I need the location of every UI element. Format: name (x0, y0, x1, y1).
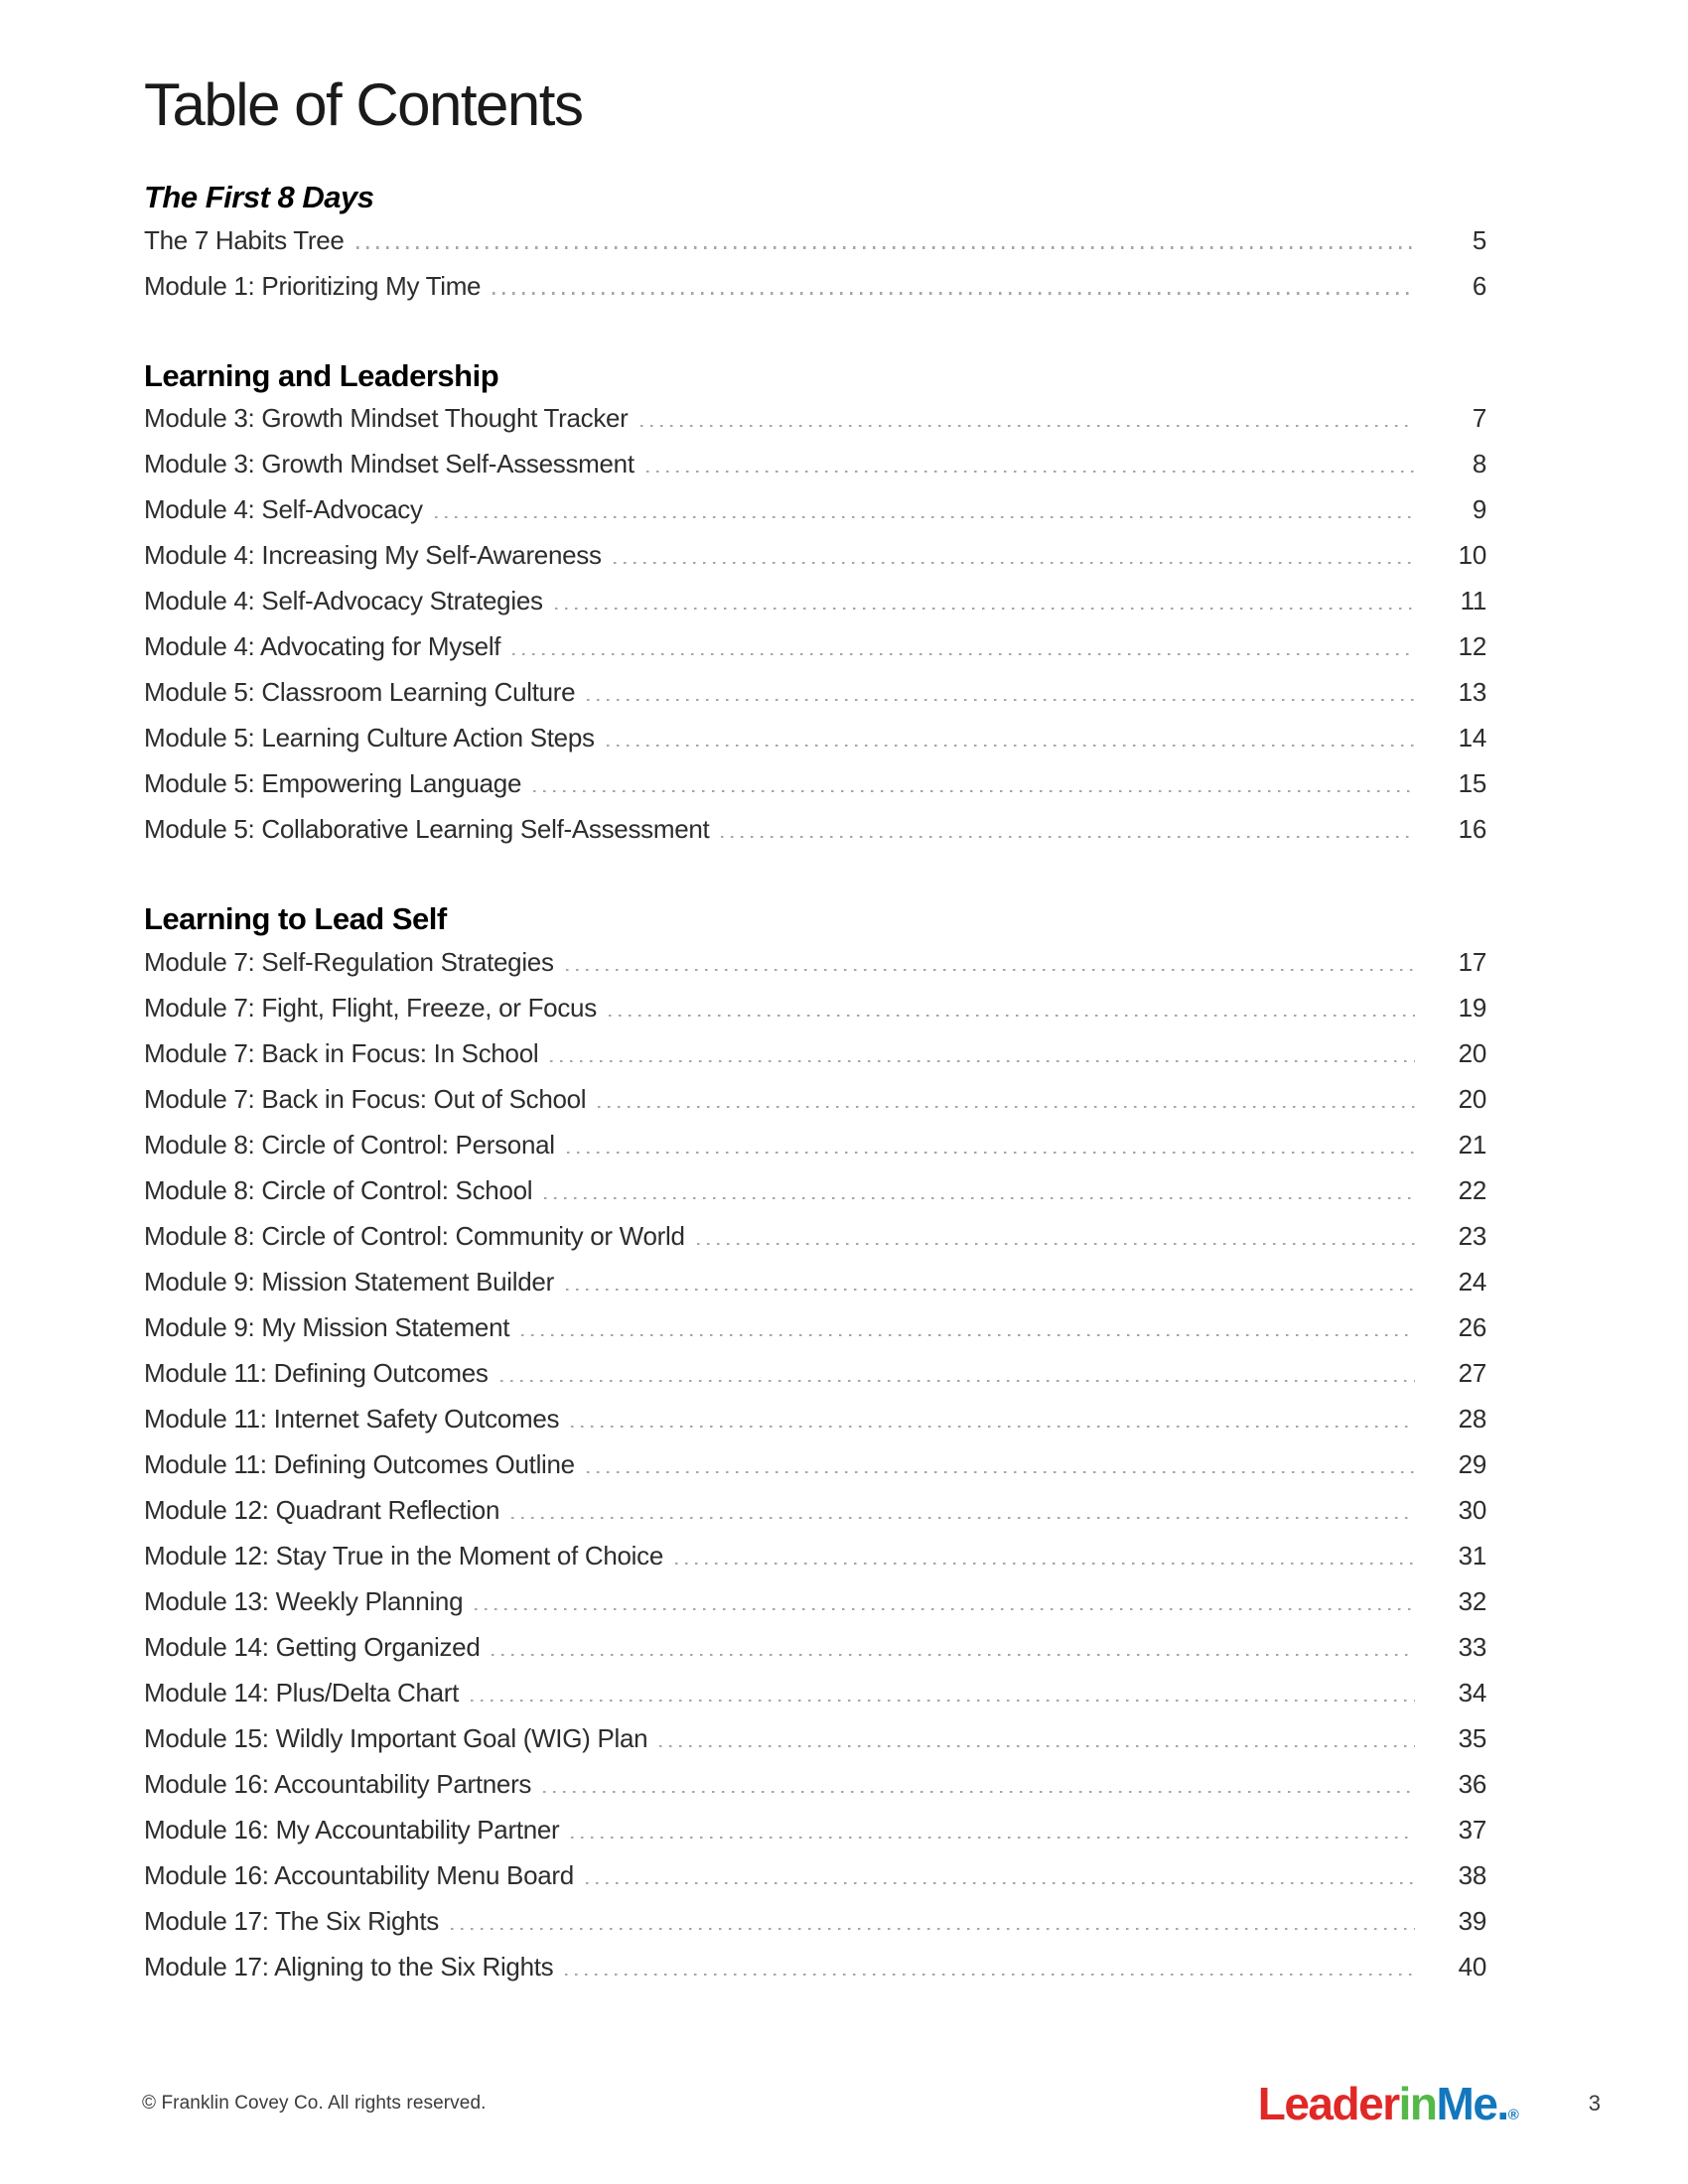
dot-leader (500, 1380, 1415, 1382)
dot-leader (587, 1471, 1415, 1473)
toc-entry[interactable] (144, 225, 1486, 271)
dot-leader (451, 1928, 1415, 1930)
entry-label: Module 11: Internet Safety Outcomes (144, 1404, 560, 1434)
toc-entry[interactable] (144, 1038, 1486, 1084)
entry-page-number: 5 (1472, 224, 1486, 255)
dot-leader (435, 516, 1415, 518)
dot-leader (533, 790, 1415, 792)
entry-page-number: 12 (1458, 631, 1486, 662)
dot-leader (659, 1745, 1415, 1747)
dot-leader (567, 1152, 1415, 1154)
entry-label: The 7 Habits Tree (144, 224, 345, 255)
entry-page-number: 38 (1458, 1860, 1486, 1891)
entry-page-number: 32 (1458, 1586, 1486, 1617)
entry-page-number: 21 (1458, 1130, 1486, 1160)
dot-leader (521, 1334, 1415, 1336)
dot-leader (609, 1015, 1415, 1017)
toc-entry[interactable] (144, 768, 1486, 814)
entry-page-number: 23 (1458, 1221, 1486, 1252)
toc-entry[interactable] (144, 1906, 1486, 1952)
toc-entry[interactable] (144, 1175, 1486, 1221)
section-heading: The First 8 Days (144, 180, 374, 215)
dot-leader (566, 1289, 1415, 1291)
entry-page-number: 16 (1458, 814, 1486, 845)
toc-section (144, 180, 1486, 317)
entry-page-number: 22 (1458, 1175, 1486, 1206)
entry-label: Module 16: Accountability Menu Board (144, 1860, 574, 1891)
dot-leader (566, 969, 1415, 971)
dot-leader (511, 1517, 1415, 1519)
registered-trademark-icon: ® (1507, 2107, 1519, 2123)
entry-label: Module 17: The Six Rights (144, 1906, 439, 1937)
dot-leader (555, 608, 1415, 610)
logo-part-me: Me. (1436, 2078, 1508, 2129)
entry-label: Module 14: Plus/Delta Chart (144, 1678, 460, 1708)
page-footer (142, 2078, 1601, 2129)
entry-page-number: 15 (1458, 768, 1486, 799)
toc-section (144, 358, 1486, 861)
dot-leader (607, 745, 1415, 747)
section-entries (144, 403, 1486, 860)
section-entries (144, 225, 1486, 317)
entry-page-number: 17 (1458, 947, 1486, 978)
toc-section (144, 901, 1486, 1997)
entry-label: Module 7: Back in Focus: In School (144, 1038, 539, 1069)
dot-leader (471, 1700, 1415, 1702)
toc-sections (144, 180, 1486, 1997)
entry-page-number: 29 (1458, 1449, 1486, 1480)
dot-leader (543, 1791, 1415, 1793)
entry-label: Module 8: Circle of Control: Personal (144, 1130, 555, 1160)
entry-page-number: 39 (1458, 1906, 1486, 1937)
entry-label: Module 5: Classroom Learning Culture (144, 677, 576, 708)
entry-label: Module 12: Stay True in the Moment of Choice (144, 1541, 663, 1571)
entry-label: Module 5: Empowering Language (144, 768, 522, 799)
entry-page-number: 7 (1472, 403, 1486, 434)
entry-label: Module 13: Weekly Planning (144, 1586, 464, 1617)
entry-label: Module 14: Getting Organized (144, 1632, 481, 1663)
toc-entry[interactable] (144, 1815, 1486, 1860)
dot-leader (675, 1563, 1415, 1565)
entry-label: Module 12: Quadrant Reflection (144, 1495, 500, 1526)
toc-entry[interactable] (144, 449, 1486, 494)
dot-leader (356, 246, 1415, 248)
toc-entry[interactable] (144, 271, 1486, 317)
dot-leader (565, 1974, 1415, 1976)
entry-page-number: 20 (1458, 1038, 1486, 1069)
entry-label: Module 3: Growth Mindset Self-Assessment (144, 449, 634, 479)
toc-entry[interactable] (144, 1586, 1486, 1632)
dot-leader (492, 1654, 1415, 1656)
dot-leader (492, 292, 1415, 294)
toc-entry[interactable] (144, 1541, 1486, 1586)
entry-page-number: 24 (1458, 1267, 1486, 1297)
entry-label: Module 4: Self-Advocacy (144, 494, 423, 525)
entry-page-number: 8 (1472, 449, 1486, 479)
entry-page-number: 20 (1458, 1084, 1486, 1115)
entry-page-number: 31 (1458, 1541, 1486, 1571)
dot-leader (646, 471, 1415, 473)
toc-entry[interactable] (144, 723, 1486, 768)
section-heading: Learning and Leadership (144, 357, 499, 393)
entry-label: Module 11: Defining Outcomes Outline (144, 1449, 575, 1480)
entry-label: Module 4: Increasing My Self-Awareness (144, 540, 602, 571)
toc-entry[interactable] (144, 1952, 1486, 1997)
entry-page-number: 34 (1458, 1678, 1486, 1708)
toc-entry[interactable] (144, 586, 1486, 631)
entry-label: Module 4: Advocating for Myself (144, 631, 501, 662)
dot-leader (544, 1197, 1415, 1199)
entry-label: Module 5: Learning Culture Action Steps (144, 723, 595, 753)
dot-leader (697, 1243, 1415, 1245)
toc-entry[interactable] (144, 1404, 1486, 1449)
dot-leader (614, 562, 1415, 564)
entry-page-number: 30 (1458, 1495, 1486, 1526)
entry-page-number: 37 (1458, 1815, 1486, 1845)
entry-label: Module 1: Prioritizing My Time (144, 270, 482, 301)
toc-entry[interactable] (144, 1449, 1486, 1495)
section-heading: Learning to Lead Self (144, 901, 447, 937)
page-title: Table of Contents (144, 71, 583, 138)
entry-page-number: 10 (1458, 540, 1486, 571)
entry-page-number: 19 (1458, 993, 1486, 1024)
leader-in-me-logo (1257, 2078, 1519, 2129)
toc-entry[interactable] (144, 494, 1486, 540)
entry-page-number: 9 (1472, 494, 1486, 525)
toc-content (144, 0, 1486, 1997)
toc-entry[interactable] (144, 1130, 1486, 1175)
section-entries (144, 947, 1486, 1997)
dot-leader (586, 1882, 1415, 1884)
entry-label: Module 17: Aligning to the Six Rights (144, 1952, 554, 1982)
copyright-text: © Franklin Covey Co. All rights reserved. (142, 2093, 487, 2114)
entry-page-number: 36 (1458, 1769, 1486, 1800)
entry-page-number: 26 (1458, 1312, 1486, 1343)
dot-leader (571, 1426, 1415, 1428)
entry-label: Module 9: Mission Statement Builder (144, 1267, 554, 1297)
toc-entry[interactable] (144, 1312, 1486, 1358)
toc-entry[interactable] (144, 1084, 1486, 1130)
entry-label: Module 11: Defining Outcomes (144, 1358, 489, 1389)
dot-leader (598, 1106, 1415, 1108)
toc-entry[interactable] (144, 631, 1486, 677)
entry-page-number: 28 (1458, 1404, 1486, 1434)
toc-entry[interactable] (144, 403, 1486, 449)
toc-entry[interactable] (144, 947, 1486, 993)
entry-page-number: 40 (1458, 1952, 1486, 1982)
dot-leader (721, 836, 1415, 838)
dot-leader (475, 1608, 1415, 1610)
dot-leader (550, 1060, 1415, 1062)
toc-entry[interactable] (144, 1358, 1486, 1404)
dot-leader (512, 653, 1415, 655)
entry-label: Module 8: Circle of Control: Community or World (144, 1221, 685, 1252)
dot-leader (571, 1837, 1415, 1839)
entry-page-number: 27 (1458, 1358, 1486, 1389)
toc-entry[interactable] (144, 1495, 1486, 1541)
entry-label: Module 4: Self-Advocacy Strategies (144, 586, 543, 616)
toc-entry[interactable] (144, 1632, 1486, 1678)
toc-entry[interactable] (144, 1221, 1486, 1267)
entry-page-number: 35 (1458, 1723, 1486, 1754)
page-number: 3 (1588, 2091, 1601, 2116)
entry-label: Module 3: Growth Mindset Thought Tracker (144, 403, 629, 434)
entry-page-number: 14 (1458, 723, 1486, 753)
entry-label: Module 8: Circle of Control: School (144, 1175, 533, 1206)
toc-entry[interactable] (144, 1769, 1486, 1815)
toc-entry[interactable] (144, 1860, 1486, 1906)
entry-page-number: 11 (1460, 586, 1486, 616)
toc-entry[interactable] (144, 1267, 1486, 1312)
entry-label: Module 7: Self-Regulation Strategies (144, 947, 554, 978)
logo-part-in: in (1398, 2078, 1437, 2129)
entry-label: Module 7: Back in Focus: Out of School (144, 1084, 587, 1115)
toc-entry[interactable] (144, 677, 1486, 723)
toc-entry[interactable] (144, 1723, 1486, 1769)
toc-entry[interactable] (144, 1678, 1486, 1723)
logo-part-leader: Leader (1257, 2078, 1399, 2129)
entry-label: Module 7: Fight, Flight, Freeze, or Focus (144, 993, 597, 1024)
entry-label: Module 16: Accountability Partners (144, 1769, 532, 1800)
entry-page-number: 33 (1458, 1632, 1486, 1663)
toc-entry[interactable] (144, 540, 1486, 586)
entry-page-number: 13 (1458, 677, 1486, 708)
entry-page-number: 6 (1472, 270, 1486, 301)
toc-entry[interactable] (144, 814, 1486, 860)
dot-leader (640, 425, 1415, 427)
entry-label: Module 5: Collaborative Learning Self-Assessment (144, 814, 710, 845)
entry-label: Module 16: My Accountability Partner (144, 1815, 560, 1845)
dot-leader (587, 699, 1415, 701)
footer-right (1257, 2078, 1601, 2129)
toc-entry[interactable] (144, 993, 1486, 1038)
entry-label: Module 15: Wildly Important Goal (WIG) Plan (144, 1723, 648, 1754)
entry-label: Module 9: My Mission Statement (144, 1312, 510, 1343)
